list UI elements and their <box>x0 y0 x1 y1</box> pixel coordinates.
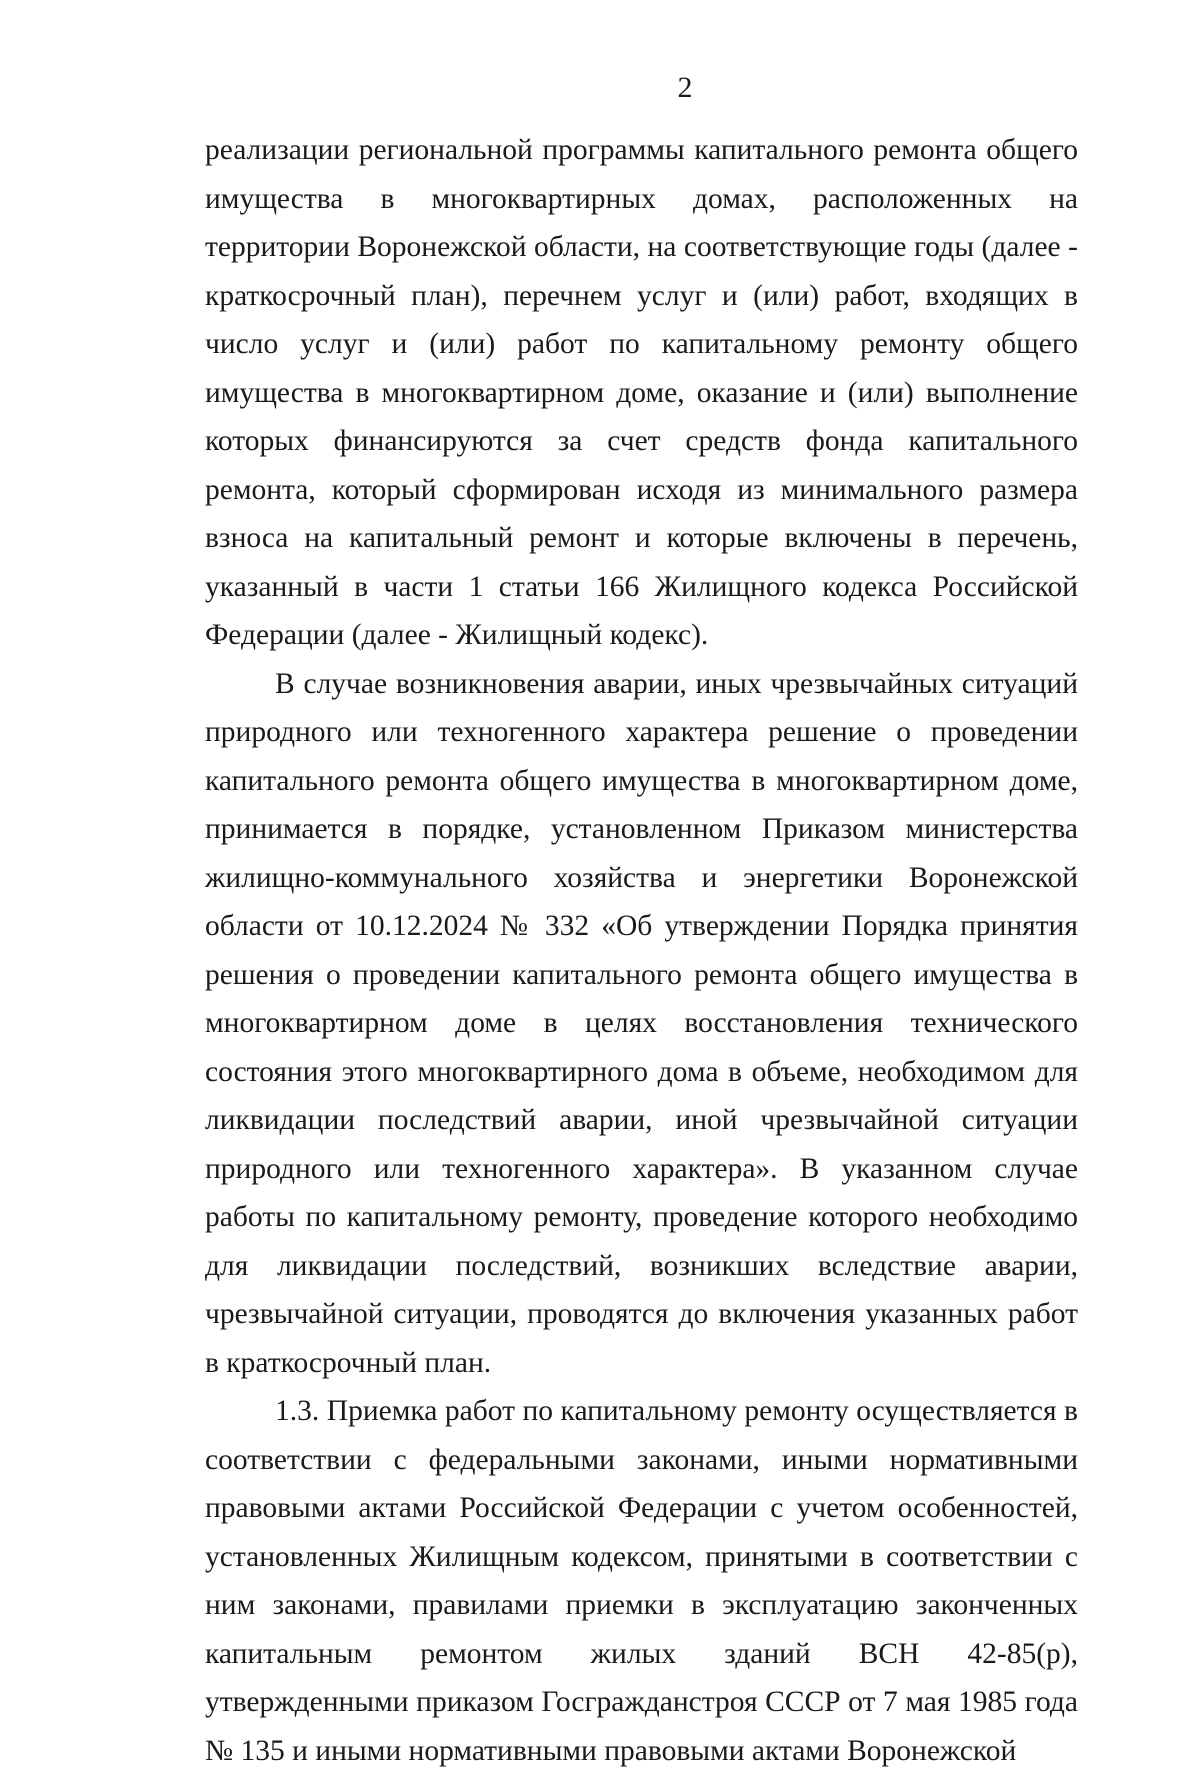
paragraph-section-1-3: 1.3. Приемка работ по капитальному ремонту осуществляется в соответствии с федеральными законами, иными нормативными правовыми актами Российской Федерации с учетом особенностей, установленных Жилищным кодексом, принятыми в соответствии с ним законами, правилами приемки в эксплуатацию законченных капитальным ремонтом жилых зданий ВСН 42-85(р), утвержденными приказом Госгражданстроя СССР от 7 мая 1985 года № 135 и иными нормативными правовыми актами Воронежской <box>205 1395 1078 1767</box>
paragraph-continuation: реализации региональной программы капитального ремонта общего имущества в многоквартирных домах, расположенных на территории Воронежской области, на соответствующие годы (далее - краткосрочный план), перечнем услуг и (или) работ, входящих в число услуг и (или) работ по капитальному ремонту общего имущества в многоквартирном доме, оказание и (или) выполнение которых финансируются за счет средств фонда капитального ремонта, который сформирован исходя из минимального размера взноса на капитальный ремонт и которые включены в перечень, указанный в части 1 статьи 166 Жилищного кодекса Российской Федерации (далее - Жилищный кодекс). <box>205 134 1078 651</box>
page-number: 2 <box>677 71 693 104</box>
document-body <box>205 126 1078 1775</box>
paragraph-emergency-repair: В случае возникновения аварии, иных чрезвычайных ситуаций природного или техногенного характера решение о проведении капитального ремонта общего имущества в многоквартирном доме, принимается в порядке, установленном Приказом министерства жилищно-коммунального хозяйства и энергетики Воронежской области от 10.12.2024 № 332 «Об утверждении Порядка принятия решения о проведении капитального ремонта общего имущества в многоквартирном доме в целях восстановления технического состояния этого многоквартирного дома в объеме, необходимом для ликвидации последствий аварии, иной чрезвычайной ситуации природного или техногенного характера». В указанном случае работы по капитальному ремонту, проведение которого необходимо для ликвидации последствий, возникших вследствие аварии, чрезвычайной ситуации, проводятся до включения указанных работ в краткосрочный план. <box>205 667 1078 1379</box>
